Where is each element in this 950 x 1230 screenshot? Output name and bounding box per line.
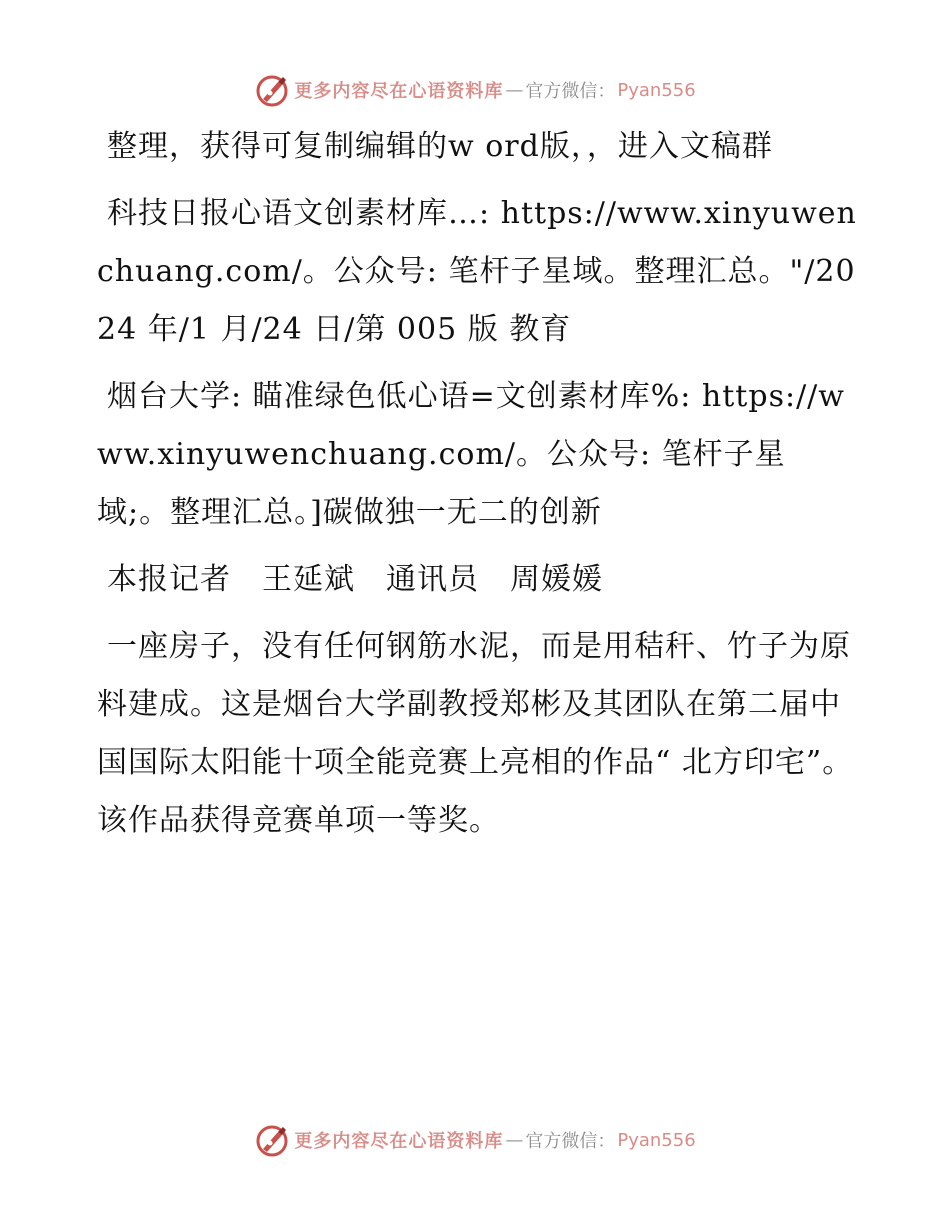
footer-dash: — [505,1129,524,1151]
footer-wechat-id: Pyan556 [617,1129,696,1151]
header-brand-text: 更多内容尽在心语资料库 [294,81,504,102]
paragraph-source: 科技日报心语文创素材库…: https://www.xinyuwenchuang.com/。公众号: 笔杆子星域。整理汇总。"/2024 年/1 月/24 日/第 005 版 教育 [97,196,857,347]
header-dash: — [505,79,524,101]
footer-banner [0,1120,950,1160]
paragraph-intro: 整理，获得可复制编辑的w ord版，，进入文稿群 [107,129,773,164]
header-banner [0,70,950,110]
paragraph-title: 烟台大学: 瞄准绿色低心语=文创素材库%: https://www.xinyuwenchuang.com/。公众号: 笔杆子星域;。整理汇总。]碳做独一无二的创新 [97,379,845,530]
paragraph-body: 一座房子，没有任何钢筋水泥，而是用秸秆、竹子为原料建成。这是烟台大学副教授郑彬及其团队在第二届中国国际太阳能十项全能竞赛上亮相的作品“ 北方印宅”。该作品获得竞赛单项一等奖。 [97,629,854,838]
paragraph-byline: 本报记者 王延斌 通讯员 周媛媛 [107,562,603,597]
footer-wechat-label: 官方微信： [525,1131,616,1152]
pen-logo-icon [254,1122,290,1158]
pen-logo-icon [254,72,290,108]
footer-banner-inner [254,1122,695,1158]
header-wechat-label: 官方微信： [525,81,616,102]
header-banner-inner [254,72,695,108]
footer-brand-text: 更多内容尽在心语资料库 [294,1131,504,1152]
document-body [97,118,857,859]
header-wechat-id: Pyan556 [617,79,696,101]
